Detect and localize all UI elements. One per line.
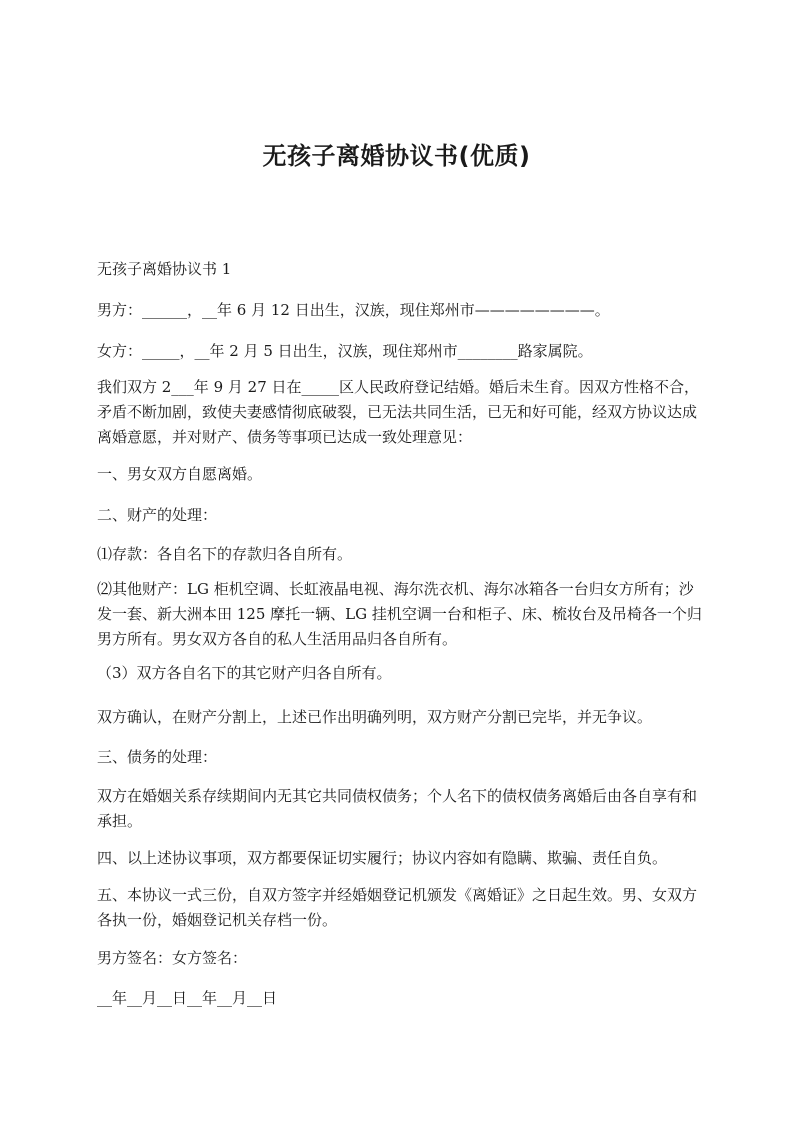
clause-performance: 四、以上述协议事项，双方都要保证切实履行；协议内容如有隐瞒、欺骗、责任自负。 (97, 849, 668, 867)
female-party-info: 女方：_____，__年 2 月 5 日出生，汉族，现住郑州市________路家属院。 (97, 342, 593, 360)
clause-other-property: ⑵其他财产：LG 柜机空调、长虹液晶电视、海尔洗衣机、海尔冰箱各一台归女方所有；沙发一套、新大洲本田 125 摩托一辆、LG 挂机空调一台和柜子、床、梳妆台及吊椅各一个归男方所有。男女双方各自的私人生活用品归各自所有。 (97, 580, 702, 648)
document-title: 无孩子离婚协议书(优质) (262, 142, 531, 170)
marriage-background: 我们双方 2___年 9 月 27 日在_____区人民政府登记结婚。婚后未生育。因双方性格不合，矛盾不断加剧，致使夫妻感情彻底破裂，已无法共同生活，已无和好可能，经双方协议达成离婚意愿，并对财产、债务等事项已达成一致处理意见： (97, 378, 700, 446)
clause-property-heading: 二、财产的处理： (97, 506, 218, 524)
date-line: __年__月__日__年__月__日 (97, 989, 278, 1007)
clause-debt-heading: 三、债务的处理： (97, 748, 218, 766)
clause-effectiveness: 五、本协议一式三份，自双方签字并经婚姻登记机颁发《离婚证》之日起生效。男、女双方各执一份，婚姻登记机关存档一份。 (97, 886, 698, 929)
clause-divorce: 一、男女双方自愿离婚。 (97, 465, 263, 483)
property-confirmation: 双方确认，在财产分割上，上述已作出明确列明，双方财产分割已完毕，并无争议。 (97, 708, 653, 726)
section-heading: 无孩子离婚协议书 1 (97, 260, 232, 278)
male-party-info: 男方：______，__年 6 月 12 日出生，汉族，现住郑州市————————。 (97, 301, 610, 319)
clause-debt: 双方在婚姻关系存续期间内无其它共同债权债务；个人名下的债权债务离婚后由各自享有和承担。 (97, 787, 698, 830)
clause-savings: ⑴存款：各自名下的存款归各自所有。 (97, 545, 353, 563)
clause-own-property: （3）双方各自名下的其它财产归各自所有。 (97, 664, 392, 682)
signature-line: 男方签名：女方签名： (97, 949, 248, 967)
